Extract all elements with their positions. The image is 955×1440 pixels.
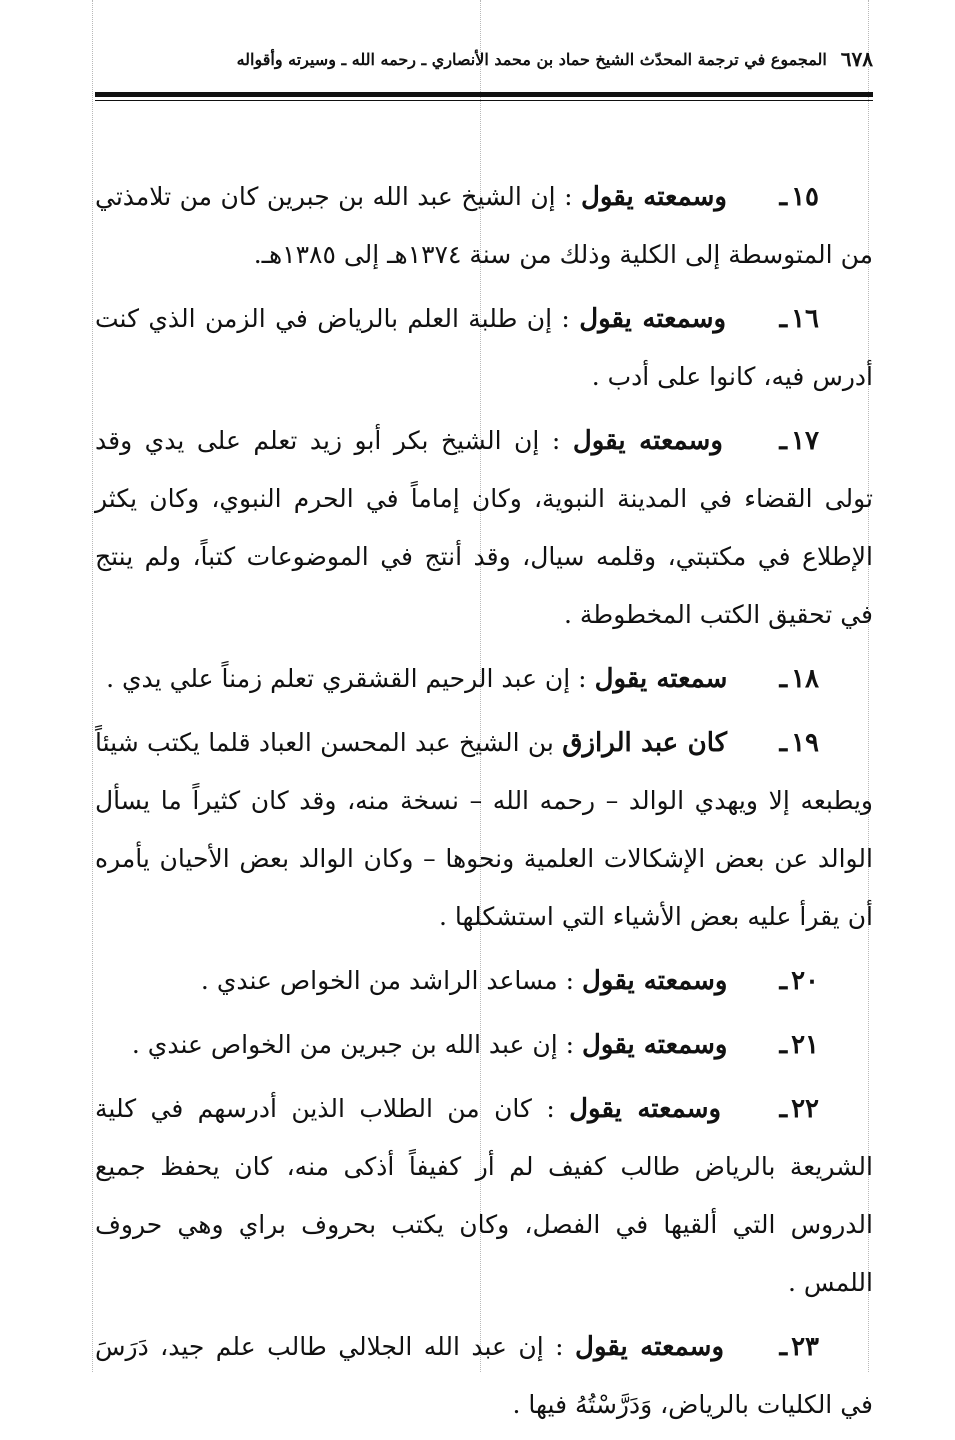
entry-text: : مساعد الراشد من الخواص عندي . [200, 966, 575, 995]
entry-lead: وسمعته يقول [580, 182, 727, 212]
entry-number: ٢٣ [791, 1332, 820, 1362]
entry-lead: سمعته يقول [594, 664, 728, 694]
entry-23 [95, 1318, 873, 1434]
entry-dash: ـ [779, 1332, 788, 1362]
entry-15 [95, 168, 873, 284]
entry-lead: وسمعته يقول [572, 426, 723, 456]
entry-dash: ـ [779, 304, 788, 334]
entry-text: : إن عبد الله الجلالي طالب علم جيد، دَرَسَ في الكليات بالرياض، وَدَرَّسْتُهُ فيها . [95, 1332, 873, 1419]
entry-dash: ـ [779, 182, 788, 212]
entry-text: : إن عبد الرحيم القشقري تعلم زمناً علي يدي . [106, 664, 587, 693]
entry-dash: ـ [779, 1030, 788, 1060]
header-rule-thin [95, 100, 873, 101]
entry-lead: وسمعته يقول [579, 304, 727, 334]
entry-number: ٢٠ [791, 966, 819, 996]
entry-dash: ـ [779, 728, 788, 758]
entry-lead: وسمعته يقول [582, 966, 728, 996]
entry-dash: ـ [779, 664, 788, 694]
entry-lead: وسمعته يقول [569, 1094, 722, 1124]
header-rule-thick [95, 92, 873, 97]
entry-number: ١٩ [791, 728, 819, 758]
entry-number: ١٧ [791, 426, 819, 456]
entry-number: ١٥ [791, 182, 819, 212]
entry-18 [95, 650, 873, 708]
entry-21 [95, 1016, 873, 1074]
entry-lead: كان عبد الرازق [562, 728, 728, 758]
entry-dash: ـ [779, 966, 788, 996]
running-header [95, 42, 873, 76]
entry-text: : إن طلبة العلم بالرياض في الزمن الذي كنت أدرس فيه، كانوا على أدب . [95, 304, 873, 391]
scan-guide-line [92, 0, 93, 1372]
entry-number: ٢١ [791, 1030, 819, 1060]
entry-text: بن الشيخ عبد المحسن العباد قلما يكتب شيئاً ويطبعه إلا ويهدي الوالد – رحمه الله – نسخة منه، وقد كان كثيراً ما يسأل الوالد عن بعض الإشكالات العلمية ونحوها – وكان الوالد بعض الأحيان يأمره أن يقرأ عليه بعض الأشياء التي استشكلها . [95, 728, 873, 931]
entry-dash: ـ [779, 426, 788, 456]
page-number: ٦٧٨ [840, 47, 873, 71]
entry-17 [95, 412, 873, 644]
entry-number: ١٨ [791, 664, 819, 694]
entry-text: : إن الشيخ عبد الله بن جبرين كان من تلامذتي من المتوسطة إلى الكلية وذلك من سنة ١٣٧٤هـ إلى ١٣٨٥هـ. [95, 182, 873, 269]
entry-19 [95, 714, 873, 946]
entry-16 [95, 290, 873, 406]
entry-22 [95, 1080, 873, 1312]
entry-dash: ـ [779, 1094, 788, 1124]
entry-20 [95, 952, 873, 1010]
entry-number: ١٦ [791, 304, 819, 334]
entry-number: ٢٢ [791, 1094, 820, 1124]
entry-lead: وسمعته يقول [575, 1332, 725, 1362]
book-title: المجموع في ترجمة المحدّث الشيخ حماد بن محمد الأنصاري ـ رحمه الله ـ وسيرته وأقواله [236, 49, 827, 69]
entries-list [95, 168, 873, 1440]
entry-lead: وسمعته يقول [582, 1030, 728, 1060]
entry-text: : كان من الطلاب الذين أدرسهم في كلية الشريعة بالرياض طالب كفيف لم أر كفيفاً أذكى منه، كان يحفظ جميع الدروس التي ألقيها في الفصل، وكان يكتب بحروف براي وهي حروف اللمس . [95, 1094, 873, 1297]
entry-text: : إن الشيخ بكر أبو زيد تعلم على يدي وقد تولى القضاء في المدينة النبوية، وكان إماماً في الحرم النبوي، وكان يكثر الإطلاع في مكتبتي، وقلمه سيال، وقد أنتج في الموضوعات كتباً، ولم ينتج في تحقيق الكتب المخطوطة . [95, 426, 873, 629]
entry-text: : إن عبد الله بن جبرين من الخواص عندي . [131, 1030, 575, 1059]
